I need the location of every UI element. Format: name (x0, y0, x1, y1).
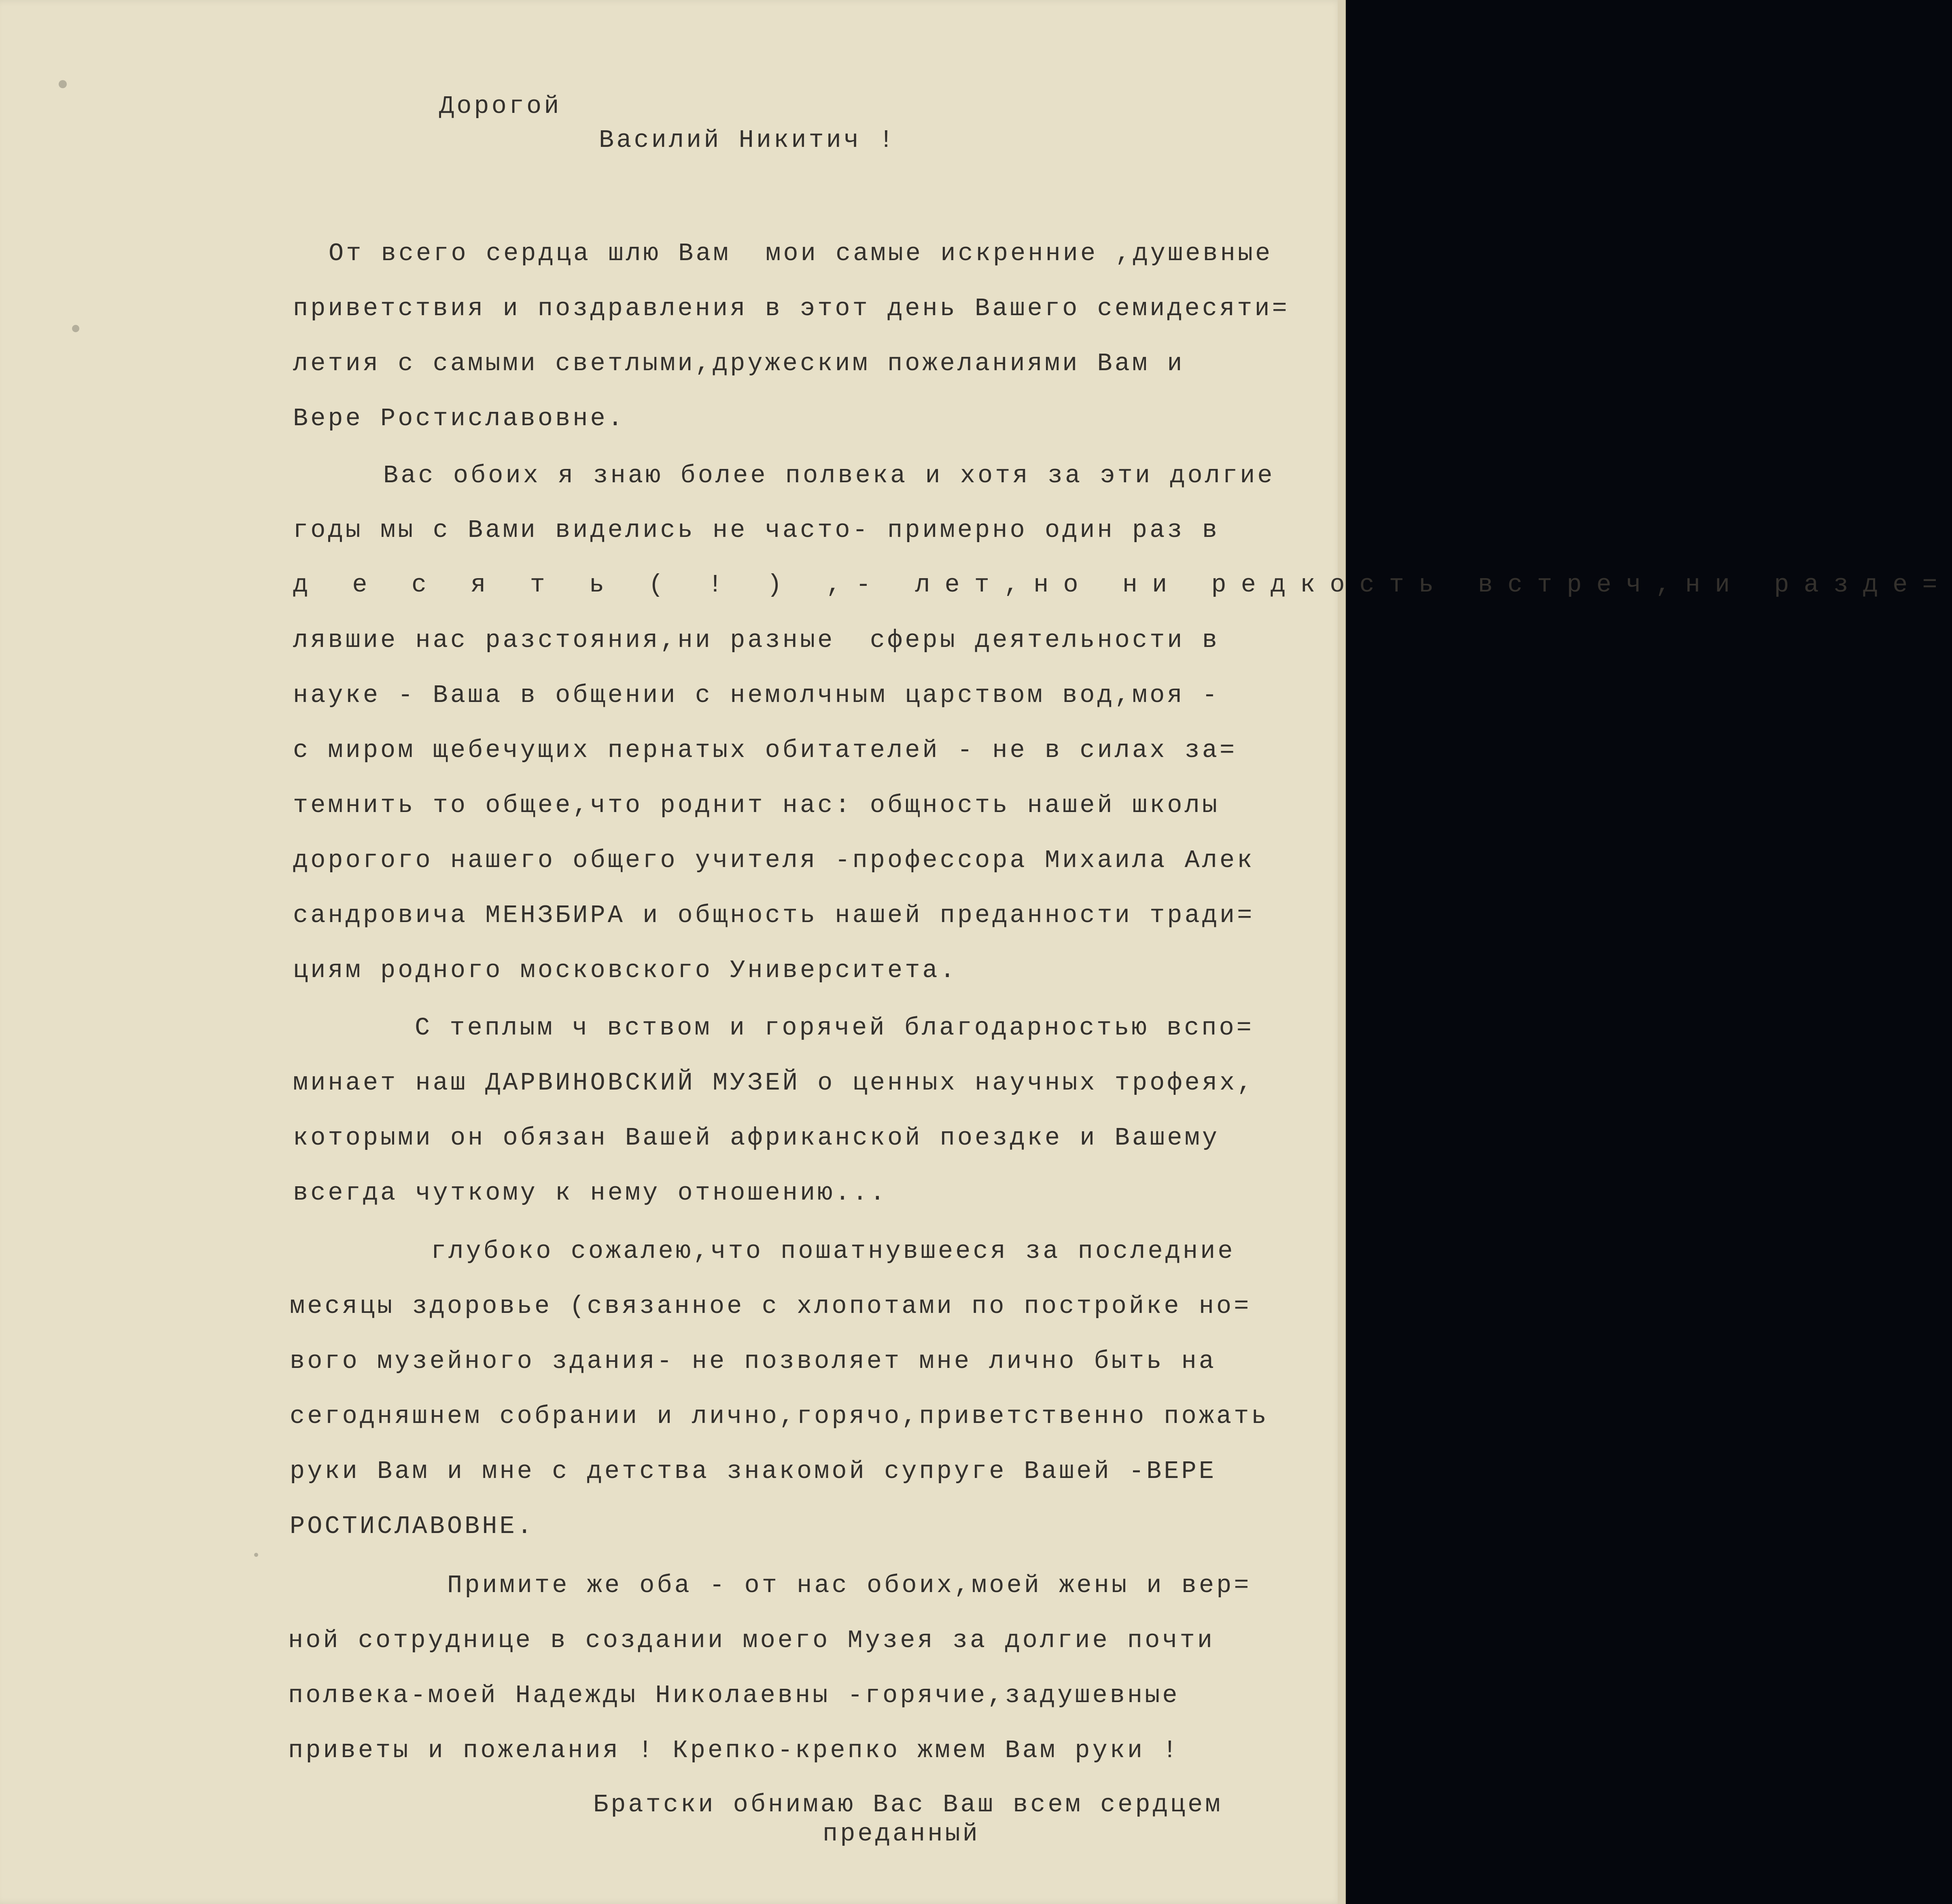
paragraph-5-line-3: полвека-моей Надежды Николаевны -горячие,задушевные (288, 1681, 1180, 1710)
paper-mark (254, 1553, 258, 1557)
paragraph-4-line-4: сегодняшнем собрании и лично,горячо,приветственно пожать (290, 1402, 1269, 1431)
paragraph-4-line-5: руки Вам и мне с детства знакомой супруге Вашей -ВЕРЕ (290, 1457, 1216, 1486)
salutation-line-2: Василий Никитич ! (599, 126, 896, 155)
paragraph-1-line-2: приветствия и поздравления в этот день Вашего семидесяти= (293, 294, 1290, 323)
paragraph-1-line-1: От всего сердца шлю Вам мои самые искренние ,душевные (329, 239, 1273, 268)
paragraph-2-line-9: сандровича МЕНЗБИРА и общность нашей преданности тради= (293, 901, 1255, 930)
paragraph-2-line-2: годы мы с Вами виделись не часто- примерно один раз в (293, 516, 1220, 545)
paragraph-4-line-1: глубоко сожалею,что пошатнувшееся за последние (431, 1237, 1235, 1266)
paragraph-4-line-3: вого музейного здания- не позволяет мне лично быть на (290, 1347, 1216, 1376)
closing-line-2: преданный (823, 1819, 980, 1848)
paragraph-2-line-7: темнить то общее,что роднит нас: общность нашей школы (293, 791, 1220, 820)
paragraph-1-line-3: летия с самыми светлыми,дружеским пожеланиями Вам и (293, 349, 1185, 378)
closing-line-1: Братски обнимаю Вас Ваш всем сердцем (593, 1790, 1223, 1819)
paragraph-2-line-6: с миром щебечущих пернатых обитателей - не в силах за= (293, 736, 1237, 765)
paragraph-2-line-8: дорогого нашего общего учителя -профессора Михаила Алек (293, 846, 1255, 875)
paragraph-3-line-1: С теплым ч вством и горячей благодарностью вспо= (415, 1013, 1254, 1042)
paragraph-4-line-2: месяцы здоровье (связанное с хлопотами по постройке но= (290, 1292, 1252, 1321)
paragraph-4-line-6: РОСТИСЛАВОВНЕ. (290, 1512, 535, 1541)
paragraph-3-line-3: которыми он обязан Вашей африканской поездке и Вашему (293, 1124, 1220, 1152)
paragraph-2-line-4: лявшие нас разстояния,ни разные сферы деятельности в (293, 626, 1220, 655)
paragraph-5-line-4: приветы и пожелания ! Крепко-крепко жмем Вам руки ! (288, 1736, 1180, 1765)
page-edge (1338, 0, 1346, 1904)
paragraph-3-line-2: минает наш ДАРВИНОВСКИЙ МУЗЕЙ о ценных научных трофеях, (293, 1069, 1255, 1097)
paragraph-2-line-10: циям родного московского Университета. (293, 956, 957, 985)
paragraph-2-line-3: д е с я т ь ( ! ) ,- лет,но ни редкость встреч,ни разде= (293, 570, 1952, 599)
paper-mark (72, 325, 79, 332)
paragraph-1-line-4: Вере Ростиславовне. (293, 404, 625, 433)
salutation-line-1: Дорогой (439, 92, 562, 121)
paragraph-5-line-2: ной сотруднице в создании моего Музея за долгие почти (288, 1626, 1215, 1655)
paragraph-3-line-4: всегда чуткому к нему отношению... (293, 1179, 888, 1207)
paper-mark (59, 80, 67, 88)
paragraph-5-line-1: Примите же оба - от нас обоих,моей жены и вер= (447, 1571, 1252, 1600)
paragraph-2-line-5: науке - Ваша в общении с немолчным царством вод,моя - (293, 681, 1220, 710)
paragraph-2-line-1: Вас обоих я знаю более полвека и хотя за эти долгие (383, 461, 1275, 490)
